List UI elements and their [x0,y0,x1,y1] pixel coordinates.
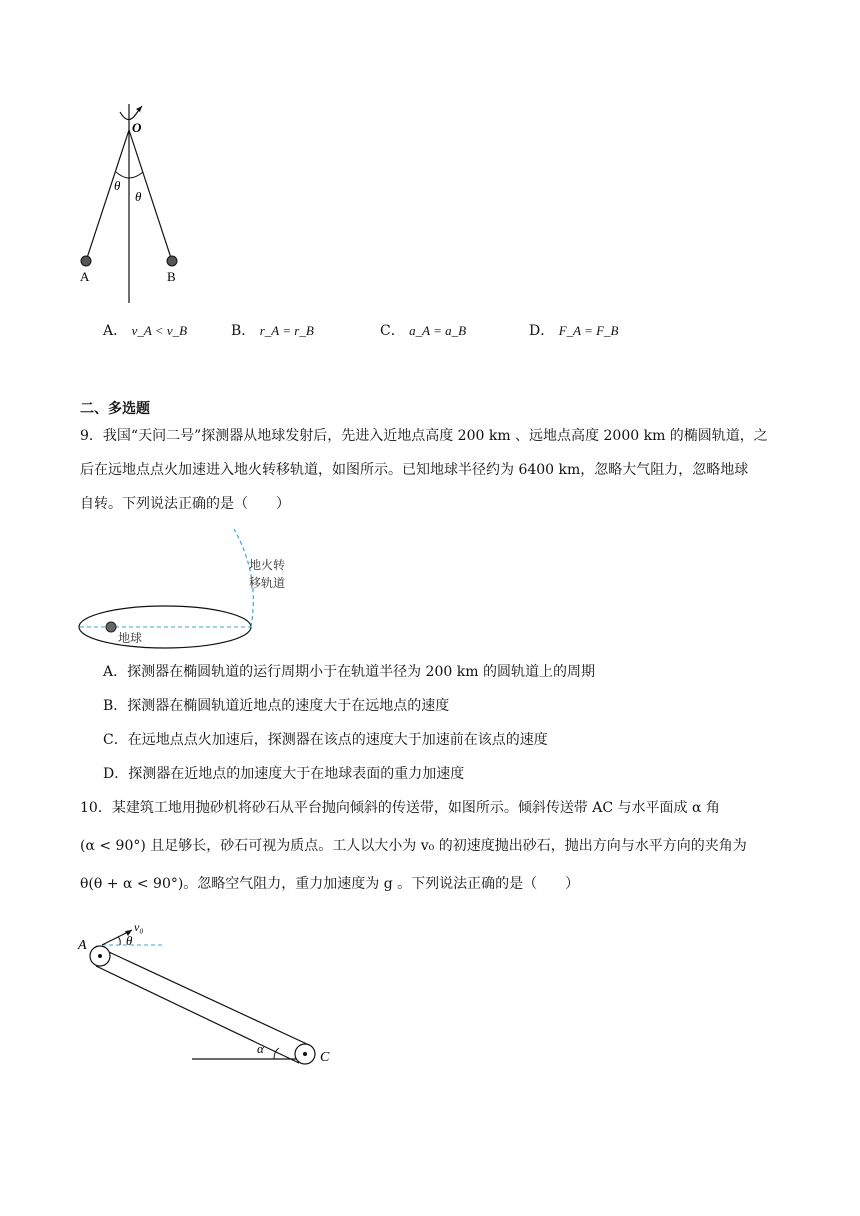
label-alpha: α [257,1041,264,1056]
label-C: C [320,1050,330,1065]
option-letter: A． [103,323,128,339]
q8-option-c [380,320,466,340]
label-theta: θ [126,933,133,948]
option-letter: C． [380,323,405,339]
transfer-label-2: 移轨道 [249,576,286,590]
belt-bottom-edge [96,966,299,1063]
q9-orbit-figure [76,525,306,650]
label-A: A [80,269,90,284]
q10-stem-line-1: 10．某建筑工地用抛砂机将砂石从平台抛向倾斜的传送带，如图所示。倾斜传送带 AC 与水平面成 α 角 [80,800,720,816]
q9-stem-line-1: 9．我国“天问二号”探测器从地球发射后，先进入近地点高度 200 km 、远地点高度 2000 km 的椭圆轨道，之 [80,428,768,444]
option-letter: D． [529,323,555,339]
q10-stem-line-2: (α < 90°) 且足够长，砂石可视为质点。工人以大小为 v₀ 的初速度抛出砂石，抛出方向与水平方向的夹角为 [80,838,747,854]
transfer-label-1: 地火转 [249,558,286,572]
option-expr: a_A = a_B [409,323,467,338]
section-title: 二、多选题 [80,401,150,417]
q9-option-a: A．探测器在椭圆轨道的运行周期小于在轨道半径为 200 km 的圆轨道上的周期 [103,664,595,680]
label-v0: v₀ [134,920,144,934]
q8-option-b [231,320,314,340]
ball-B [167,256,177,266]
theta-left-label: θ [114,178,121,193]
option-expr: F_A = F_B [558,323,619,338]
option-expr: r_A = r_B [259,323,314,338]
q9-option-d: D．探测器在近地点的加速度大于在地球表面的重力加速度 [103,766,465,782]
q9-option-c: C．在远地点点火加速后，探测器在该点的速度大于加速前在该点的速度 [103,732,548,748]
q10-conveyor-figure [74,915,344,1075]
label-O: O [132,120,142,135]
q8-option-a [103,320,187,340]
ball-A [81,256,91,266]
q9-option-b: B．探测器在椭圆轨道近地点的速度大于在远地点的速度 [103,698,450,714]
q9-stem-line-3: 自转。下列说法正确的是（ ） [80,496,290,512]
option-expr: v_A < v_B [131,323,188,338]
q10-stem-line-3: θ(θ + α < 90°)。忽略空气阻力，重力加速度为 g 。下列说法正确的是（ ） [80,876,580,892]
q8-pendulum-figure [70,100,200,310]
q9-stem-line-2: 后在远地点点火加速进入地火转移轨道，如图所示。已知地球半径约为 6400 km，忽略大气阻力，忽略地球 [80,462,749,478]
earth-icon [106,622,116,632]
string-A [87,130,129,258]
option-letter: B． [231,323,256,339]
label-A: A [78,938,87,953]
q8-option-d [529,320,619,340]
earth-label: 地球 [118,631,143,645]
label-B: B [167,269,176,284]
theta-right-label: θ [135,189,142,204]
belt-top-edge [96,946,309,1045]
